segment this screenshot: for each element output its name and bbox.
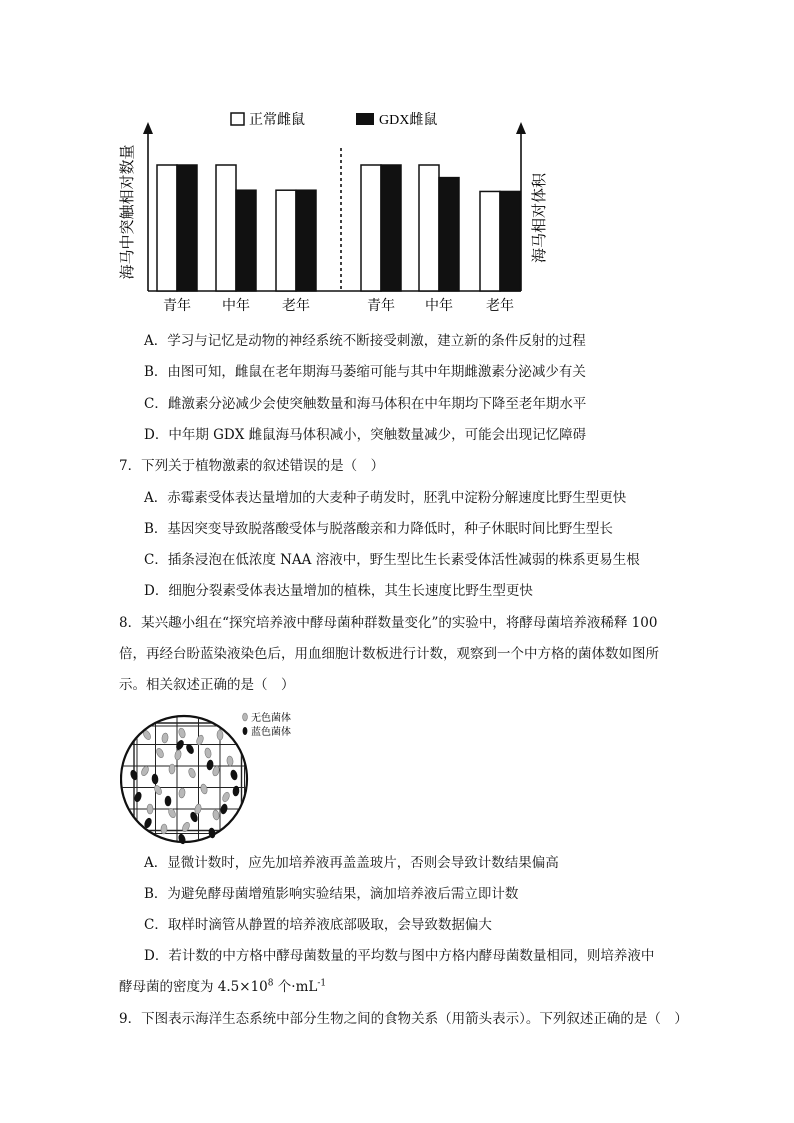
x-tick-label-panel1-2: 老年 <box>282 299 310 314</box>
q8-option-c: C．取样时滴管从静置的培养液底部吸取，会导致数据偏大 <box>144 917 492 933</box>
bar-panel1-normal-1 <box>216 165 236 291</box>
q8-option-a: A．显微计数时，应先加培养液再盖盖玻片，否则会导致计数结果偏高 <box>144 855 559 871</box>
density-unit-exponent: -1 <box>317 978 327 989</box>
q8-stem-line-2: 倍，再经台盼蓝染液染色后，用血细胞计数板进行计数，观察到一个中方格的菌体数如图所 <box>119 646 659 662</box>
colorless-cell <box>147 804 153 814</box>
x-tick-label-panel2-2: 老年 <box>486 299 514 314</box>
blue-cell <box>230 769 238 780</box>
x-tick-label-panel1-1: 中年 <box>222 299 250 314</box>
x-tick-label-panel1-0: 青年 <box>163 299 191 314</box>
colorless-cell <box>140 765 150 777</box>
q7-option-c: C．插条浸泡在低浓度 NAA 溶液中，野生型比生长素受体活性减弱的株系更易生根 <box>144 552 640 568</box>
colorless-cell <box>221 791 230 803</box>
legend-colorless-icon <box>243 713 248 721</box>
q8-option-b: B．为避免酵母菌增殖影响实验结果，滴加培养液后需立即计数 <box>144 886 519 902</box>
colorless-cell <box>212 765 221 776</box>
bar-panel2-normal-1 <box>419 165 439 291</box>
bar-panel2-gdx-1 <box>439 178 459 291</box>
bar-panel1-normal-2 <box>276 190 296 291</box>
q8-stem-line-1: 8．某兴趣小组在“探究培养液中酵母菌种群数量变化”的实验中，将酵母菌培养液稀释 100 <box>119 615 658 631</box>
colorless-cell <box>200 783 208 794</box>
colorless-cell <box>212 810 220 821</box>
bar-panel1-gdx-1 <box>236 190 256 291</box>
grid-group <box>120 705 250 855</box>
colorless-cell <box>187 767 196 778</box>
q7-option-a: A．赤霉素受体表达量增加的大麦种子萌发时，胚乳中淀粉分解速度比野生型更快 <box>144 490 627 506</box>
colorless-cell <box>155 747 165 759</box>
blue-cell <box>152 774 159 784</box>
legend-label-gdx: GDX雌鼠 <box>379 113 438 128</box>
q8-stem-line-3: 示。相关叙述正确的是（ ） <box>119 677 295 693</box>
legend-blue-icon <box>243 727 248 735</box>
q8-option-d-line-2 <box>119 977 326 997</box>
bar-panel1-normal-0 <box>157 165 177 291</box>
bar-panel2-normal-2 <box>480 191 500 291</box>
blue-cell <box>165 796 171 806</box>
colorless-cell <box>174 749 182 760</box>
colorless-cell <box>161 733 168 744</box>
q7-stem: 7．下列关于植物激素的叙述错误的是（ ） <box>119 458 385 474</box>
colorless-cell <box>161 824 168 834</box>
x-tick-label-panel2-1: 中年 <box>425 299 453 314</box>
legend-label-normal: 正常雌鼠 <box>249 113 305 128</box>
blue-cell <box>220 803 228 814</box>
density-unit: 个·mL <box>273 979 318 995</box>
bar-panel1-gdx-0 <box>177 165 197 291</box>
y-axis-right-arrow <box>516 122 526 134</box>
q6-option-b: B．由图可知，雌鼠在老年期海马萎缩可能与其中年期雌激素分泌减少有关 <box>144 364 586 380</box>
colorless-cell <box>153 784 163 796</box>
legend-colorless-label: 无色菌体 <box>251 713 291 724</box>
colorless-cell <box>169 764 176 774</box>
q7-option-b: B．基因突变导致脱落酸受体与脱落酸亲和力降低时，种子休眠时间比野生型长 <box>144 521 613 537</box>
legend-blue-label: 蓝色菌体 <box>251 727 291 738</box>
colorless-cell <box>217 730 223 740</box>
bar-panel2-gdx-2 <box>500 191 520 291</box>
bar-chart <box>118 100 678 325</box>
bar-panel1-gdx-2 <box>296 190 316 291</box>
q9-stem: 9．下图表示海洋生态系统中部分生物之间的食物关系（用箭头表示）。下列叙述正确的是（ ） <box>119 1011 688 1027</box>
hemocytometer-figure <box>120 705 320 855</box>
legend-swatch-gdx <box>356 113 374 125</box>
bar-panel2-normal-0 <box>361 165 381 291</box>
q8-option-d: D．若计数的中方格中酵母菌数量的平均数与图中方格内酵母菌数量相同，则培养液中 <box>144 948 655 964</box>
bar-panel2-gdx-0 <box>381 165 401 291</box>
blue-cell <box>134 791 143 802</box>
q7-option-d: D．细胞分裂素受体表达量增加的植株，其生长速度比野生型更快 <box>144 583 533 599</box>
y-axis-left-label: 海马中突触相对数量 <box>120 144 136 280</box>
blue-cell <box>206 760 213 771</box>
blue-cell <box>233 786 240 796</box>
density-exponent: 8 <box>267 978 274 989</box>
density-text: 酵母菌的密度为 4.5×10 <box>119 979 268 995</box>
colorless-cell <box>178 727 187 738</box>
q6-option-d: D．中年期 GDX 雌鼠海马体积减小，突触数量减少，可能会出现记忆障碍 <box>144 427 587 443</box>
y-axis-right-label: 海马相对体积 <box>532 172 548 264</box>
y-axis-left-arrow <box>143 122 153 134</box>
colorless-cell <box>204 748 212 759</box>
legend-swatch-normal <box>231 113 244 125</box>
x-tick-label-panel2-0: 青年 <box>367 299 395 314</box>
q6-option-a: A．学习与记忆是动物的神经系统不断接受刺激，建立新的条件反射的过程 <box>144 333 586 349</box>
q6-option-c: C．雌激素分泌减少会使突触数量和海马体积在中年期均下降至老年期水平 <box>144 396 587 412</box>
colorless-cell <box>226 756 233 767</box>
colorless-cell <box>178 788 185 799</box>
